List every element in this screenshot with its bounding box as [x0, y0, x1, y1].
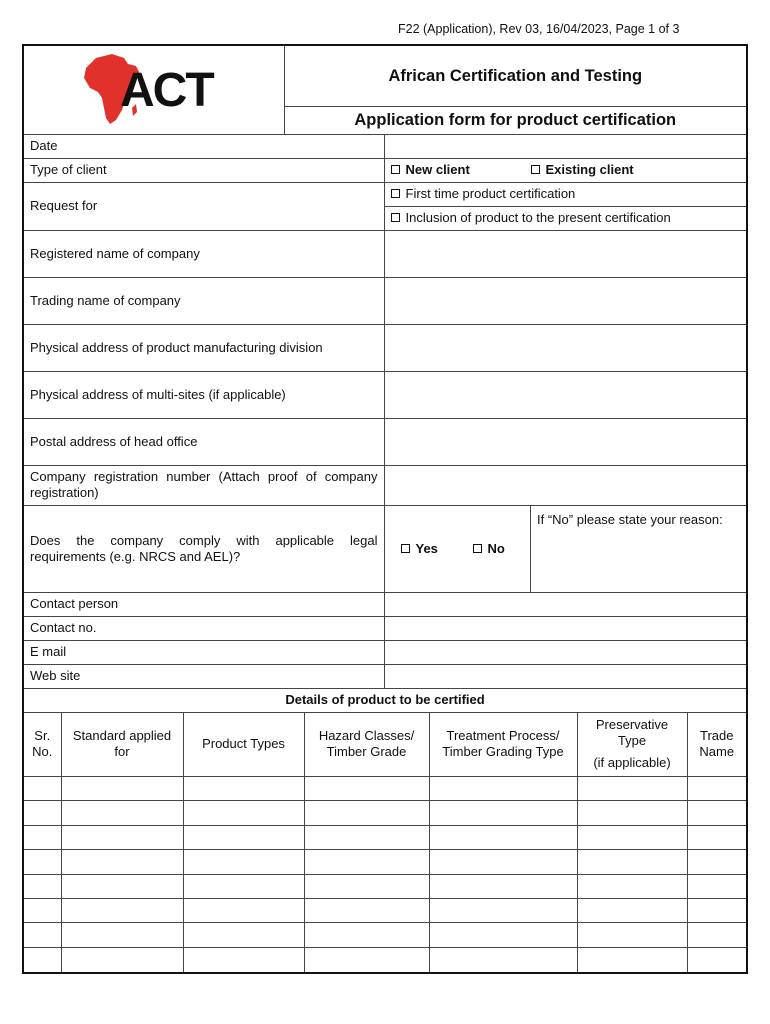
logo-cell [24, 46, 284, 134]
checkbox-icon[interactable] [391, 165, 400, 174]
table-cell[interactable] [183, 777, 304, 801]
application-form [22, 44, 748, 974]
act-logo [82, 52, 213, 128]
table-cell[interactable] [183, 947, 304, 971]
table-cell[interactable] [183, 850, 304, 874]
table-row [24, 874, 746, 898]
organization-name: African Certification and Testing [284, 46, 746, 106]
table-cell[interactable] [577, 801, 687, 825]
checkbox-icon[interactable] [391, 189, 400, 198]
table-cell[interactable] [429, 947, 577, 971]
table-cell[interactable] [687, 947, 746, 971]
table-row [24, 923, 746, 947]
standard-header: Standard applied for [61, 713, 183, 777]
contact-person-label: Contact person [24, 592, 384, 616]
date-field[interactable] [384, 134, 746, 158]
table-cell[interactable] [304, 874, 429, 898]
table-cell[interactable] [687, 777, 746, 801]
checkbox-icon[interactable] [391, 213, 400, 222]
table-cell[interactable] [429, 874, 577, 898]
table-cell[interactable] [429, 850, 577, 874]
product-types-header: Product Types [183, 713, 304, 777]
company-registration-label: Company registration number (Attach proof of company registration) [24, 465, 384, 505]
table-row [24, 825, 746, 849]
physical-address-division-label: Physical address of product manufacturing division [24, 324, 384, 371]
table-cell[interactable] [24, 825, 61, 849]
table-cell[interactable] [429, 898, 577, 922]
table-cell[interactable] [304, 898, 429, 922]
table-cell[interactable] [577, 850, 687, 874]
table-cell[interactable] [687, 898, 746, 922]
company-registration-field[interactable] [384, 465, 746, 505]
table-cell[interactable] [687, 923, 746, 947]
table-cell[interactable] [304, 850, 429, 874]
legal-compliance-label: Does the company comply with applicable legal requirements (e.g. NRCS and AEL)? [24, 505, 384, 592]
compliance-subtable [385, 506, 747, 592]
email-label: E mail [24, 640, 384, 664]
table-cell[interactable] [429, 777, 577, 801]
no-reason-label: If “No” please state your reason: [537, 511, 723, 527]
table-cell[interactable] [577, 777, 687, 801]
table-cell[interactable] [24, 874, 61, 898]
hazard-header: Hazard Classes/ Timber Grade [304, 713, 429, 777]
product-details-table [24, 713, 746, 972]
table-cell[interactable] [61, 801, 183, 825]
registered-name-field[interactable] [384, 230, 746, 277]
document-meta: F22 (Application), Rev 03, 16/04/2023, Page 1 of 3 [398, 22, 680, 36]
first-time-option[interactable]: First time product certification [384, 182, 746, 206]
table-cell[interactable] [577, 898, 687, 922]
table-cell[interactable] [24, 947, 61, 971]
new-client-option[interactable]: New client [391, 162, 531, 178]
table-cell[interactable] [183, 898, 304, 922]
email-field[interactable] [384, 640, 746, 664]
table-cell[interactable] [61, 923, 183, 947]
table-cell[interactable] [304, 825, 429, 849]
trading-name-label: Trading name of company [24, 277, 384, 324]
table-cell[interactable] [183, 801, 304, 825]
type-of-client-label: Type of client [24, 158, 384, 182]
checkbox-icon[interactable] [401, 544, 410, 553]
table-cell[interactable] [24, 898, 61, 922]
table-row [24, 947, 746, 971]
table-cell[interactable] [24, 801, 61, 825]
trading-name-field[interactable] [384, 277, 746, 324]
table-row [24, 850, 746, 874]
checkbox-icon[interactable] [531, 165, 540, 174]
product-table-title: Details of product to be certified [24, 688, 746, 712]
table-cell[interactable] [687, 801, 746, 825]
table-cell[interactable] [577, 825, 687, 849]
no-reason-field[interactable] [531, 506, 747, 592]
table-row [24, 801, 746, 825]
postal-address-field[interactable] [384, 418, 746, 465]
legal-compliance-answer [384, 505, 746, 592]
table-cell[interactable] [577, 923, 687, 947]
table-cell[interactable] [687, 850, 746, 874]
yes-option[interactable]: Yes [391, 541, 473, 557]
request-for-label: Request for [24, 182, 384, 230]
table-cell[interactable] [429, 923, 577, 947]
treatment-header: Treatment Process/ Timber Grading Type [429, 713, 577, 777]
date-label: Date [24, 134, 384, 158]
table-cell[interactable] [61, 777, 183, 801]
table-row [24, 777, 746, 801]
website-field[interactable] [384, 664, 746, 688]
table-cell[interactable] [429, 825, 577, 849]
table-cell[interactable] [687, 874, 746, 898]
no-option[interactable]: No [473, 541, 505, 556]
physical-address-division-field[interactable] [384, 324, 746, 371]
table-cell[interactable] [687, 825, 746, 849]
contact-no-field[interactable] [384, 616, 746, 640]
table-cell[interactable] [183, 923, 304, 947]
table-cell[interactable] [304, 947, 429, 971]
table-row [24, 898, 746, 922]
registered-name-label: Registered name of company [24, 230, 384, 277]
physical-address-multi-label: Physical address of multi-sites (if applicable) [24, 371, 384, 418]
table-cell[interactable] [183, 825, 304, 849]
table-cell[interactable] [577, 874, 687, 898]
table-cell[interactable] [61, 898, 183, 922]
table-cell[interactable] [61, 947, 183, 971]
table-cell[interactable] [61, 825, 183, 849]
existing-client-option[interactable]: Existing client [531, 162, 634, 177]
table-cell[interactable] [183, 874, 304, 898]
contact-person-field[interactable] [384, 592, 746, 616]
table-cell[interactable] [429, 801, 577, 825]
table-cell[interactable] [304, 777, 429, 801]
table-cell[interactable] [24, 777, 61, 801]
inclusion-option[interactable]: Inclusion of product to the present certification [384, 206, 746, 230]
table-cell[interactable] [304, 801, 429, 825]
product-table-header [24, 713, 746, 777]
table-cell[interactable] [61, 850, 183, 874]
client-type-options [384, 158, 746, 182]
yes-no-options [385, 506, 531, 592]
website-label: Web site [24, 664, 384, 688]
table-cell[interactable] [304, 923, 429, 947]
physical-address-multi-field[interactable] [384, 371, 746, 418]
table-cell[interactable] [24, 850, 61, 874]
logo-text: ACT [120, 64, 213, 117]
postal-address-label: Postal address of head office [24, 418, 384, 465]
preservative-header: Preservative Type (if applicable) [577, 713, 687, 777]
table-cell[interactable] [61, 874, 183, 898]
form-header-table [24, 46, 746, 713]
table-cell[interactable] [24, 923, 61, 947]
table-cell[interactable] [577, 947, 687, 971]
contact-no-label: Contact no. [24, 616, 384, 640]
trade-name-header: Trade Name [687, 713, 746, 777]
sr-no-header: Sr. No. [24, 713, 61, 777]
form-title: Application form for product certification [284, 106, 746, 134]
checkbox-icon[interactable] [473, 544, 482, 553]
